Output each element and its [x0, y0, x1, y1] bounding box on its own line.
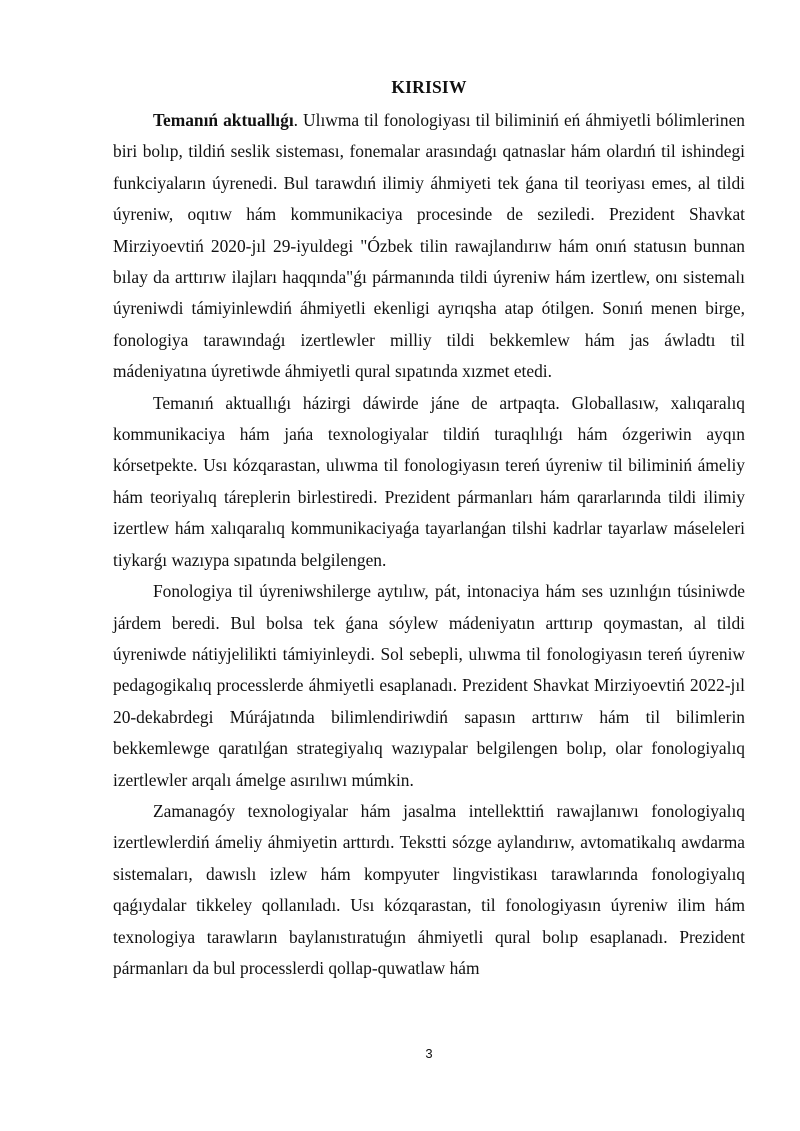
page-number: 3 — [425, 1046, 433, 1061]
paragraph-4 — [113, 796, 745, 984]
paragraph-2 — [113, 388, 745, 576]
paragraph-3 — [113, 576, 745, 796]
paragraph-1 — [113, 105, 745, 388]
paragraph-lead: Temanıń aktuallıǵı — [153, 110, 294, 130]
paragraph-text: Fonologiya til úyreniwshilerge aytılıw, pát, intonaciya hám ses uzınlıǵın túsiniwde járdem beredi. Bul bolsa tek ǵana sóylew mádeniyatın arttırıp qoymastan, al tildi úyreniwde nátiyjelilikti támiyinleydi. Sol sebepli, ulıwma til fonologiyasın tereń úyreniw pedagogikalıq processlerde áhmiyetli esaplanadı. Prezident Shavkat Mirziyoevtiń 2022-jıl 20-dekabrdegi Múrájatında bilimlendiriwdiń sapasın arttırıw hám til bilimlerin bekkemlewge qaratılǵan strategiyalıq wazıypalar belgilengen bolıp, olar fonologiyalıq izertlewler arqalı ámelge asırılıwı múmkin. — [113, 581, 745, 790]
paragraph-text: . Ulıwma til fonologiyası til biliminiń eń áhmiyetli bólimlerinen biri bolıp, tildiń seslik sisteması, fonemalar arasındaǵı qatnaslar hám olardıń til ishindegi funkciyaların úyrenedi. Bul tarawdıń ilimiy áhmiyeti tek ǵana til teoriyası emes, al tildi úyreniw, oqıtıw hám kommunikaciya procesinde de seziledi. Prezident Shavkat Mirziyoevtiń 2020-jıl 29-iyuldegi "Ózbek tilin rawajlandırıw hám onıń statusın bunnan bılay da arttırıw ilajları haqqında"ǵı pármanında tildi úyreniw hám izertlew, onı sistemalı úyreniwdi támiyinlewdiń áhmiyetli ekenligi ayrıqsha atap ótilgen. Sonıń menen birge, fonologiya tarawındaǵı izertlewler milliy tildi bekkemlew hám jas áwladtı til mádeniyatına úyretiwde áhmiyetli qural sıpatında xızmet etedi. — [113, 110, 745, 382]
paragraph-text: Temanıń aktuallıǵı házirgi dáwirde jáne de artpaqta. Globallasıw, xalıqaralıq kommunikaciya hám jańa texnologiyalar tildiń turaqlılıǵı hám ózgeriwin ayqın kórsetpekte. Usı kózqarastan, ulıwma til fonologiyasın tereń úyreniw til biliminiń ámeliy hám teoriyalıq táreplerin birlestiredi. Prezident pármanları hám qararlarında tildi ilimiy izertlew hám xalıqaralıq kommunikaciyaǵa tayarlanǵan tilshi kadrlar tayarlaw máseleleri tiykarǵı wazıypa sıpatında belgilengen. — [113, 392, 745, 570]
section-heading: KIRISIW — [391, 77, 467, 97]
paragraph-text: Zamanagóy texnologiyalar hám jasalma intellekttiń rawajlanıwı fonologiyalıq izertlewlerdiń ámeliy áhmiyetin arttırdı. Tekstti sózge aylandırıw, avtomatikalıq awdarma sistemaları, dawıslı izlew hám kompyuter lingvistikası tarawlarında fonologiyalıq qaǵıydalar tikkeley qollanıladı. Usı kózqarastan, til fonologiyasın úyreniw ilim hám texnologiya tarawların baylanıstıratuǵın áhmiyetli qural bolıp esaplanadı. Prezident pármanları da bul processlerdi qollap-quwatlaw hám — [113, 800, 745, 978]
body-text — [113, 105, 745, 984]
